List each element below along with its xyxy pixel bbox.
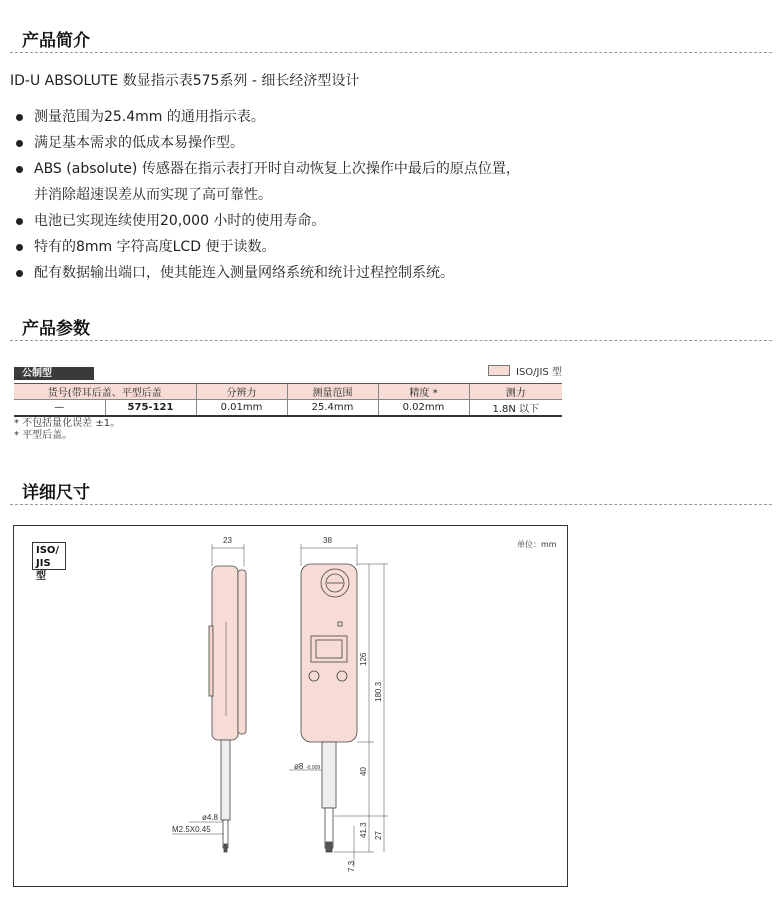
header-accuracy: 精度 * — [378, 384, 469, 400]
badge-line: ISO/ — [36, 545, 60, 556]
header-range: 测量范围 — [287, 384, 378, 400]
section-divider — [10, 504, 772, 505]
cell-order-no: 575-121 — [105, 400, 196, 417]
header-resolution: 分辨力 — [196, 384, 287, 400]
table-header-row — [14, 384, 562, 400]
dim-7: 7.3 — [347, 860, 356, 872]
note: * 不包括量化误差 ±1。 — [14, 418, 121, 429]
dim-41: 41.3 — [359, 822, 368, 838]
section-title-intro: 产品简介 — [22, 31, 90, 51]
dim-40: 40 — [359, 767, 368, 776]
standard-label: 公制型 — [14, 367, 94, 380]
dim-thread: M2.5X0.45 — [172, 825, 211, 834]
section-title-dimensions: 详细尺寸 — [22, 483, 90, 503]
spec-table — [14, 383, 562, 417]
feature-item-continuation: 并消除超速误差从而实现了高可靠性。 — [34, 187, 272, 203]
feature-item: ABS (absolute) 传感器在指示表打开时自动恢复上次操作中最后的原点位置， — [12, 156, 632, 182]
section-divider — [10, 340, 772, 341]
cell-range: 25.4mm — [287, 400, 378, 417]
dim-stem-dia: ø8 — [294, 762, 304, 771]
cell-accuracy: 0.02mm — [378, 400, 469, 417]
legend — [488, 363, 562, 378]
badge-line: JIS 型 — [36, 558, 51, 582]
feature-list — [12, 104, 632, 286]
dimension-drawing-frame — [13, 525, 568, 887]
cell-variant: — — [14, 400, 105, 417]
dimension-drawing — [14, 526, 567, 886]
unit-label: 单位：mm — [517, 540, 557, 549]
table-row — [14, 400, 562, 417]
feature-item: 测量范围为25.4mm 的通用指示表。 — [12, 104, 632, 130]
cell-force: 1.8N 以下 — [469, 400, 562, 417]
dim-tip-dia: ø4.8 — [202, 813, 219, 822]
feature-item: 特有的8mm 字符高度LCD 便于读数。 — [12, 234, 632, 260]
feature-item: 电池已实现连续使用20,000 小时的使用寿命。 — [12, 208, 632, 234]
dim-side-width: 23 — [223, 536, 232, 545]
product-subtitle: ID-U ABSOLUTE 数显指示表575系列 - 细长经济型设计 — [10, 73, 360, 89]
dim-front-width: 38 — [323, 536, 332, 545]
dim-180: 180.3 — [374, 681, 383, 702]
legend-text: ISO/JIS 型 — [516, 367, 562, 378]
feature-item: 配有数据输出端口，使其能连入测量网络系统和统计过程控制系统。 — [12, 260, 632, 286]
section-divider — [10, 52, 772, 53]
legend-swatch — [488, 365, 510, 376]
spec-notes — [14, 418, 120, 442]
feature-item: 满足基本需求的低成本易操作型。 — [12, 130, 632, 156]
header-force: 测力 — [469, 384, 562, 400]
header-item-no: 货号(带耳后盖、平型后盖 — [14, 384, 196, 400]
dim-stem-tol: -0.009 — [306, 765, 321, 771]
dim-126: 126 — [359, 652, 368, 666]
note: * 平型后盖。 — [14, 430, 73, 441]
cell-resolution: 0.01mm — [196, 400, 287, 417]
dim-27: 27 — [374, 831, 383, 840]
section-title-params: 产品参数 — [22, 319, 90, 339]
